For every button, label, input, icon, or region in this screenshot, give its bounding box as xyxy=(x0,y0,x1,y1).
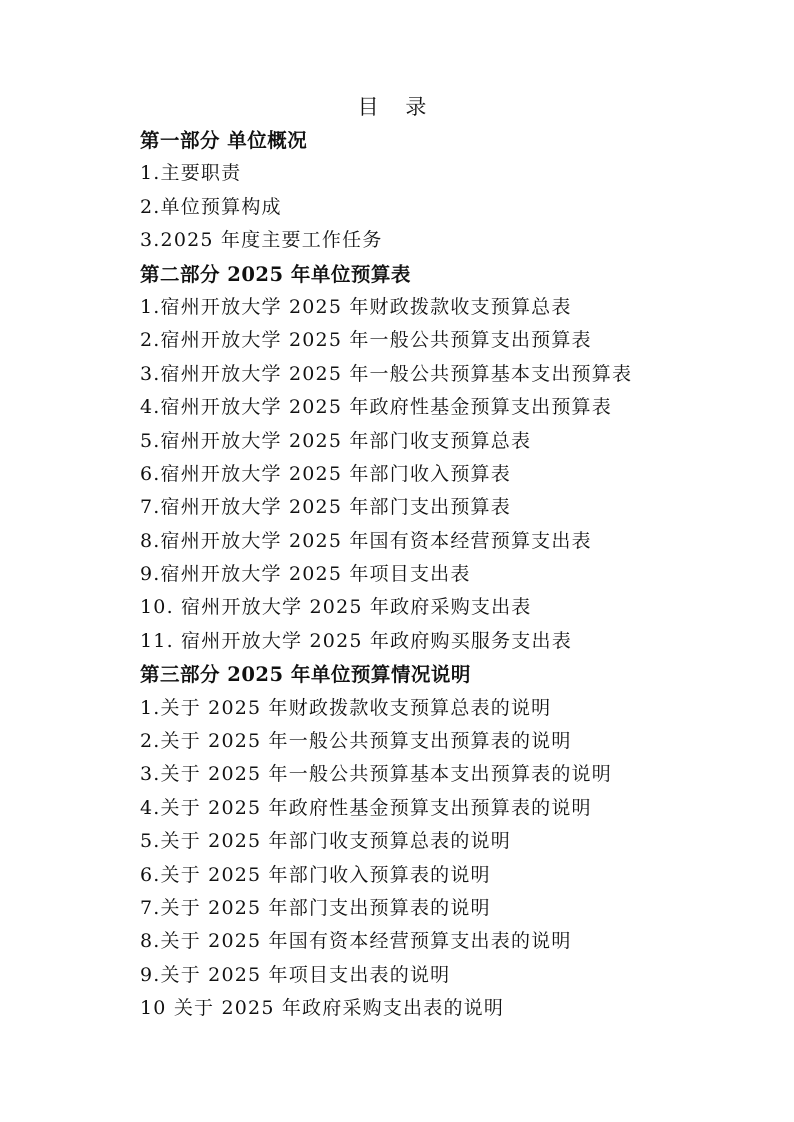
toc-item[interactable]: 2.单位预算构成 xyxy=(140,195,282,218)
toc-item[interactable]: 5.宿州开放大学 2025 年部门收支预算总表 xyxy=(140,429,532,452)
toc-item[interactable]: 8.宿州开放大学 2025 年国有资本经营预算支出表 xyxy=(140,529,592,552)
toc-item[interactable]: 6.关于 2025 年部门收入预算表的说明 xyxy=(140,863,491,886)
toc-item[interactable]: 10. 宿州开放大学 2025 年政府采购支出表 xyxy=(140,596,532,619)
section-heading-part-1[interactable]: 第一部分 单位概况 xyxy=(140,129,308,152)
toc-item[interactable]: 2.关于 2025 年一般公共预算支出预算表的说明 xyxy=(140,730,572,753)
toc-item[interactable]: 4.关于 2025 年政府性基金预算支出预算表的说明 xyxy=(140,796,592,819)
toc-item[interactable]: 4.宿州开放大学 2025 年政府性基金预算支出预算表 xyxy=(140,396,612,419)
toc-item[interactable]: 3.2025 年度主要工作任务 xyxy=(140,229,383,252)
toc-item[interactable]: 1.关于 2025 年财政拨款收支预算总表的说明 xyxy=(140,696,552,719)
section-heading-part-3[interactable]: 第三部分 2025 年单位预算情况说明 xyxy=(140,663,471,687)
toc-item[interactable]: 5.关于 2025 年部门收支预算总表的说明 xyxy=(140,830,511,853)
toc-item[interactable]: 9.宿州开放大学 2025 年项目支出表 xyxy=(140,563,471,586)
toc-item[interactable]: 2.宿州开放大学 2025 年一般公共预算支出预算表 xyxy=(140,329,592,352)
toc-item[interactable]: 11. 宿州开放大学 2025 年政府购买服务支出表 xyxy=(140,629,572,652)
toc-item[interactable]: 3.关于 2025 年一般公共预算基本支出预算表的说明 xyxy=(140,763,612,786)
toc-item[interactable]: 9.关于 2025 年项目支出表的说明 xyxy=(140,963,451,986)
toc-item[interactable]: 1.宿州开放大学 2025 年财政拨款收支预算总表 xyxy=(140,295,572,318)
toc-item[interactable]: 6.宿州开放大学 2025 年部门收入预算表 xyxy=(140,462,511,485)
toc-item[interactable]: 3.宿州开放大学 2025 年一般公共预算基本支出预算表 xyxy=(140,362,633,385)
toc-item[interactable]: 8.关于 2025 年国有资本经营预算支出表的说明 xyxy=(140,930,572,953)
table-of-contents xyxy=(140,124,760,1026)
toc-item[interactable]: 7.关于 2025 年部门支出预算表的说明 xyxy=(140,896,491,919)
toc-title: 目 录 xyxy=(357,95,437,119)
toc-item[interactable]: 10 关于 2025 年政府采购支出表的说明 xyxy=(140,997,505,1020)
toc-item[interactable]: 1.主要职责 xyxy=(140,162,242,185)
section-heading-part-2[interactable]: 第二部分 2025 年单位预算表 xyxy=(140,262,411,286)
toc-item[interactable]: 7.宿州开放大学 2025 年部门支出预算表 xyxy=(140,496,511,519)
